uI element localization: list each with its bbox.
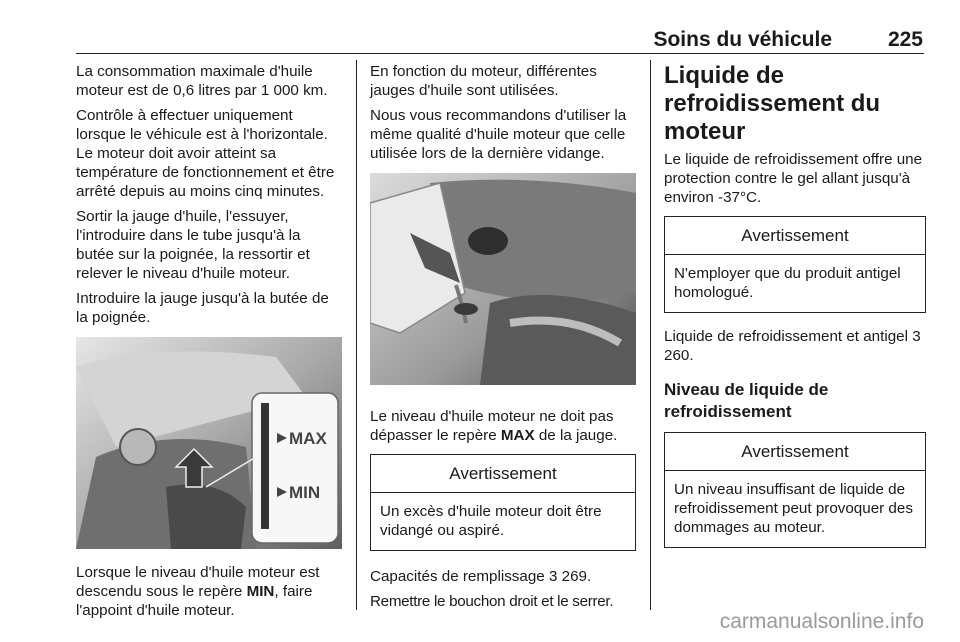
warning-body: Un excès d'huile moteur doit être vidangé ou aspiré.: [380, 503, 602, 539]
paragraph: En fonction du moteur, différentes jauges d'huile sont utilisées.: [370, 63, 597, 99]
column-divider-2: [650, 60, 651, 610]
page-header-title: Soins du véhicule: [653, 28, 832, 51]
cross-reference: Capacités de remplissage 3 269.: [370, 568, 592, 585]
paragraph: Contrôle à effectuer uniquement lorsque le véhicule est à l'horizontale. Le moteur doit avoir atteint sa température de fonctionnement et être arrêté depuis au moins cinq minutes.: [76, 107, 335, 200]
paragraph: Introduire la jauge jusqu'à la butée de la poignée.: [76, 290, 329, 326]
min-label: MIN: [289, 483, 321, 502]
paragraph: La consommation maximale d'huile moteur est de 0,6 litres par 1 000 km.: [76, 63, 328, 99]
max-label: MAX: [289, 429, 327, 448]
page-number: 225: [887, 28, 923, 51]
dipstick-figure: [76, 337, 342, 549]
paragraph: Remettre le bouchon droit et le serrer.: [370, 593, 614, 610]
warning-box: [664, 432, 926, 548]
figure-caption: Lorsque le niveau d'huile moteur est descendu sous le repère MIN, faire l'appoint d'huile moteur.: [76, 564, 320, 619]
column-1: [76, 62, 342, 626]
column-divider-1: [356, 60, 357, 610]
subsection-heading: Niveau de liquide de refroidissement: [664, 380, 829, 421]
warning-title: Avertissement: [665, 433, 925, 471]
paragraph: Nous vous recommandons d'utiliser la même qualité d'huile moteur que celle utilisée lors de la dernière vidange.: [370, 107, 627, 162]
section-heading: Liquide de refroidissement du moteur: [664, 62, 881, 145]
warning-title: Avertissement: [665, 217, 925, 255]
paragraph: Le niveau d'huile moteur ne doit pas dépasser le repère MAX de la jauge.: [370, 408, 618, 444]
cross-reference: Liquide de refroidissement et antigel 3 260.: [664, 328, 921, 364]
warning-body: Un niveau insuffisant de liquide de refroidissement peut provoquer des dommages au moteur.: [674, 481, 913, 536]
warning-box: [664, 216, 926, 313]
warning-box: [370, 454, 636, 551]
reference-arrow-icon: 3: [912, 328, 921, 345]
reference-arrow-icon: 3: [548, 568, 558, 585]
warning-body: N'employer que du produit antigel homologué.: [674, 265, 901, 301]
header-rule: [76, 53, 924, 54]
oil-filling-figure: [370, 173, 636, 385]
watermark: carmanualsonline.info: [719, 610, 924, 633]
oil-refill-illustration: [370, 173, 636, 385]
column-2: [370, 62, 636, 617]
paragraph: Sortir la jauge d'huile, l'essuyer, l'introduire dans le tube jusqu'à la butée sur la poignée, la ressortir et relever le niveau d'huile moteur.: [76, 208, 310, 282]
engine-photo-illustration: [76, 337, 342, 549]
warning-title: Avertissement: [371, 455, 635, 493]
column-3: [664, 62, 926, 558]
paragraph: Le liquide de refroidissement offre une protection contre le gel allant jusqu'à environ -37°C.: [664, 151, 923, 206]
